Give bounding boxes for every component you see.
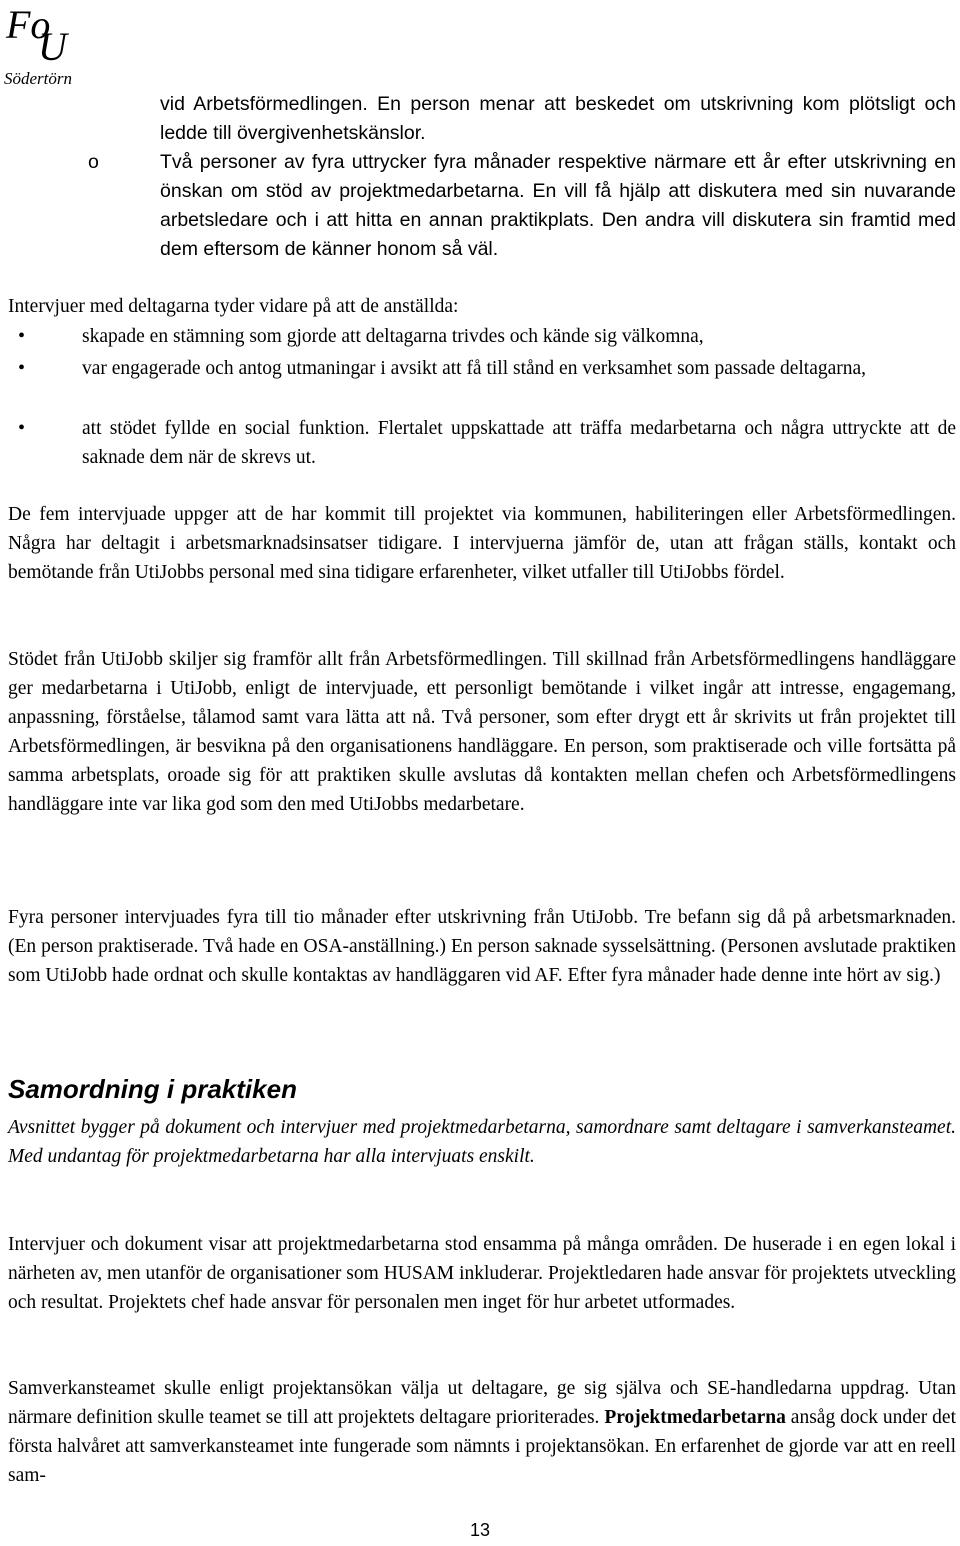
paragraph-3: Fyra personer intervjuades fyra till tio månader efter utskrivning från UtiJobb. Tre befann sig då på arbetsmarknaden. (En person praktiserade. Två hade en OSA-anställning.) En person saknade sysselsättning. (Personen avslutade praktiken som UtiJobb hade ordnat och skulle kontaktas av handläggaren vid AF. Efter fyra månader hade denne inte hört av sig.) <box>8 907 956 986</box>
paragraph-5 <box>8 1374 956 1490</box>
page-number: 13 <box>469 1520 491 1540</box>
bullet-item-3 <box>82 414 956 472</box>
paragraph-5-bold: Projektmedarbetarna <box>604 1407 786 1428</box>
bullet-item-3-part1: att stödet fyllde en social funktion. <box>82 418 370 439</box>
paragraph-5-part1: Samverkansteamet skulle enligt projektansökan välja ut deltagare, ge sig själva och SE-handledarna uppdrag. Utan närmare definition skulle teamet se till att projektets deltagare prioriterades. <box>8 1378 956 1428</box>
bullet-marker-2: • <box>18 357 26 379</box>
logo-fo: Fo <box>6 2 51 47</box>
bullet-item-1: skapade en stämning som gjorde att deltagarna trivdes och kände sig välkomna, <box>82 326 704 347</box>
bullet-intro: Intervjuer med deltagarna tyder vidare på att de anställda: <box>8 296 459 317</box>
sub-bullet-marker: o <box>88 151 99 173</box>
logo-sodertorn: Södertörn <box>4 69 72 88</box>
bullet-marker-1: • <box>18 325 26 347</box>
paragraph-1: De fem intervjuade uppger att de har kommit till projektet via kommunen, habiliteringen eller Arbetsförmedlingen. Några har deltagit i arbetsmarknadsinsatser tidigare. I intervjuerna jämför de, utan att frågan ställs, kontakt och bemötande från UtiJobbs personal med sina tidigare erfarenheter, vilket utfaller till UtiJobbs fördel. <box>8 504 956 583</box>
section-heading: Samordning i praktiken <box>8 1074 297 1104</box>
bullet-item-2: var engagerade och antog utmaningar i avsikt att få till stånd en verksamhet som passade deltagarna, <box>82 358 867 379</box>
sub-item-2-part2: En vill få hjälp att diskutera med sin nuvarande arbetsledare och i att hitta en annan praktikplats. <box>160 180 956 231</box>
sub-item-2 <box>160 148 956 264</box>
paragraph-4: Intervjuer och dokument visar att projektmedarbetarna stod ensamma på många områden. De huserade i en egen lokal i närheten av, men utanför de organisationer som HUSAM inkluderar. Projektledaren hade ansvar för projektets utveckling och resultat. Projektets chef hade ansvar för personalen men inget för hur arbetet utformades. <box>8 1234 956 1313</box>
bullet-item-3-part2: Flertalet uppskattade att träffa medarbetarna och några uttryckte att de saknade dem när de skrevs ut. <box>82 418 956 468</box>
sub-item-continuation <box>160 90 956 148</box>
fou-sodertorn-logo <box>4 2 84 88</box>
sub-item-1-text: vid Arbetsförmedlingen. En person menar att beskedet om utskrivning kom plötsligt och ledde till övergivenhetskänslor. <box>160 93 956 144</box>
sub-item-2-part1: Två personer av fyra uttrycker fyra månader respektive närmare ett år efter utskrivning en önskan om stöd av projektmedarbetarna. <box>160 151 956 202</box>
logo-u: U <box>38 24 67 69</box>
bullet-marker-3: • <box>18 417 26 439</box>
paragraph-2: Stödet från UtiJobb skiljer sig framför allt från Arbetsförmedlingen. Till skillnad från Arbetsförmedlingens handläggare ger medarbetarna i UtiJobb, enligt de intervjuade, ett personligt bemötande i vilket ingår att intresse, engagemang, anpassning, förståelse, tålamod samt vara lätta att nå. Två personer, som efter drygt ett år skrivits ut från projektet till Arbetsförmedlingen, är besvikna på den organisationens handläggare. En person, som praktiserade och ville fortsätta på samma arbetsplats, oroade sig för att praktiken skulle avslutas då kontakten mellan chefen och Arbetsförmedlingens handläggare inte var lika god som den med UtiJobbs medarbetare. <box>8 649 956 815</box>
sub-item-2-part3: Den andra vill diskutera sin framtid med dem eftersom de känner honom så väl. <box>160 209 956 260</box>
italic-intro: Avsnittet bygger på dokument och intervjuer med projektmedarbetarna, samordnare samt deltagare i samverkansteamet. Med undantag för projektmedarbetarna har alla intervjuats enskilt. <box>8 1117 956 1167</box>
paragraph-5-part2: ansåg dock under det första halvåret att samverkansteamet inte fungerade som nämnts i projektansökan. En erfarenhet de gjorde var att en reell sam- <box>8 1407 956 1486</box>
